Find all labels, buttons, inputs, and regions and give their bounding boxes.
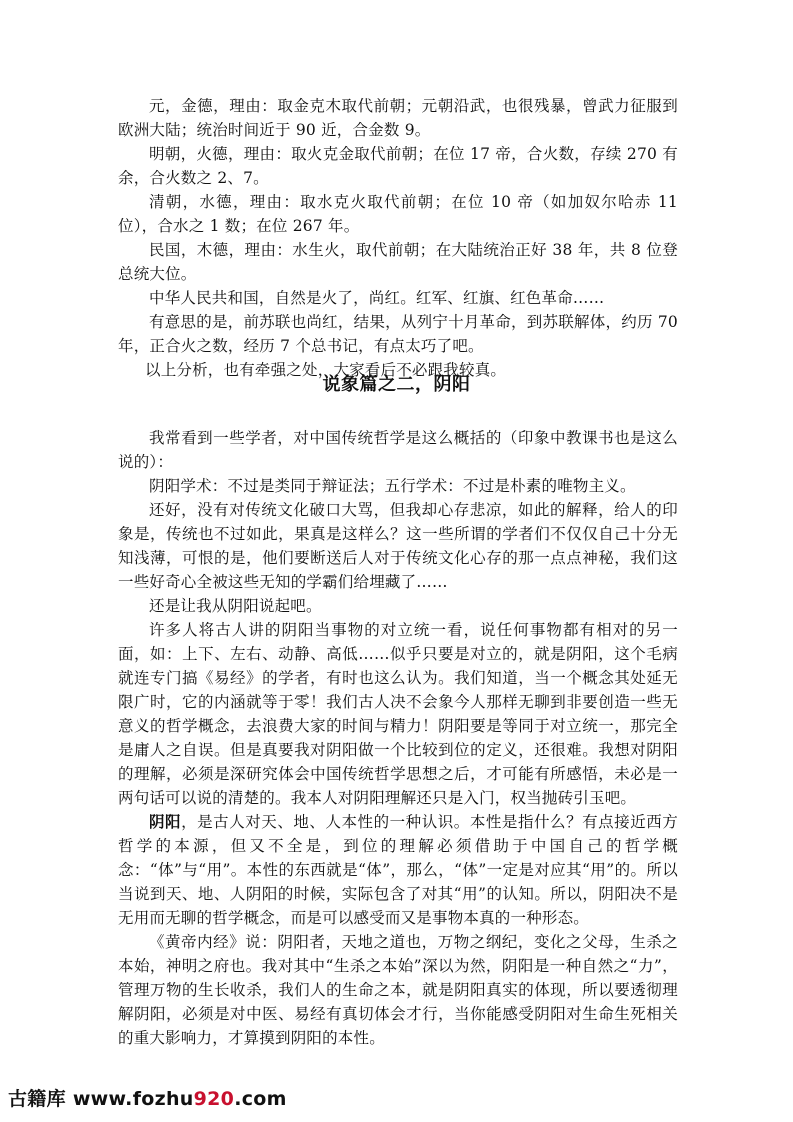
site-url-suffix: .com [234, 1088, 287, 1110]
section-yinyang [118, 426, 678, 1050]
site-url-number: 920 [193, 1088, 235, 1110]
site-name: 古籍库 [8, 1088, 66, 1110]
section-dynasty-analysis [118, 94, 678, 382]
paragraph-neijing: 《黄帝内经》说：阴阳者，天地之道也，万物之纲纪，变化之父母，生杀之本始，神明之府也。我对其中“生杀之本始”深以为然，阴阳是一种自然之“力”，管理万物的生长收杀，我们人的生命之本，就是阴阳真实的体现，所以要透彻理解阴阳，必须是对中医、易经有真切体会才行，当你能感受阴阳对生命生死相关的重大影响力，才算摸到阴阳的本性。 [118, 933, 678, 1047]
paragraph-summary: 阴阳学术：不过是类同于辩证法；五行学术：不过是朴素的唯物主义。 [149, 477, 636, 495]
paragraph-definition [118, 810, 678, 930]
site-watermark [8, 1084, 287, 1111]
paragraph-ming: 明朝，火德，理由：取火克金取代前朝；在位 17 帝，合火数，存续 270 有余，合火数之 2、7。 [118, 145, 678, 187]
paragraph-start: 还是让我从阴阳说起吧。 [149, 597, 322, 615]
paragraph-misconception: 许多人将古人讲的阴阳当事物的对立统一看，说任何事物都有相对的另一面，如：上下、左右、动静、高低……似乎只要是对立的，就是阴阳，这个毛病就连专门搞《易经》的学者，有时也这么认为。我们知道，当一个概念其处延无限广时，它的内涵就等于零！我们古人决不会象今人那样无聊到非要创造一些无意义的哲学概念，去浪费大家的时间与精力！阴阳要是等同于对立统一，那完全是庸人之自误。但是真要我对阴阳做一个比较到位的定义，还很难。我想对阴阳的理解，必须是深研究体会中国传统哲学思想之后，才可能有所感悟，未必是一两句话可以说的清楚的。我本人对阴阳理解还只是入门，权当抛砖引玉吧。 [118, 621, 678, 807]
paragraph-qing: 清朝，水德，理由：取水克火取代前朝；在位 10 帝（如加奴尔哈赤 11 位），合水之 1 数；在位 267 年。 [118, 193, 678, 235]
definition-text: ，是古人对天、地、人本性的一种认识。本性是指什么？有点接近西方哲学的本源，但又不全是，到位的理解必须借助于中国自己的哲学概念：“体”与“用”。本性的东西就是“体”，那么，“体”一定是对应其“用”的。所以当说到天、地、人阴阳的时候，实际包含了对其“用”的认知。所以，阴阳决不是无用而无聊的哲学概念，而是可以感受而又是事物本真的一种形态。 [118, 813, 679, 927]
site-url-prefix: www.fozhu [72, 1088, 194, 1110]
paragraph-prc: 中华人民共和国，自然是火了，尚红。红军、红旗、红色革命…… [149, 289, 605, 307]
paragraph-yuan: 元，金德，理由：取金克木取代前朝；元朝沿武，也很残暴，曾武力征服到欧洲大陆；统治时间近于 90 近，合金数 9。 [118, 97, 678, 139]
paragraph-soviet: 有意思的是，前苏联也尚红，结果，从列宁十月革命，到苏联解体，约历 70 年，正合火之数，经历 7 个总书记，有点太巧了吧。 [118, 313, 678, 355]
paragraph-lament: 还好，没有对传统文化破口大骂，但我却心存悲凉，如此的解释，给人的印象是，传统也不过如此，果真是这样么？这一些所谓的学者们不仅仅自己十分无知浅薄，可恨的是，他们要断送后人对于传统文化心存的那一点点神秘，我们这一些好奇心全被这些无知的学霸们给埋藏了…… [118, 501, 678, 591]
bold-lead-term: 阴阳 [149, 813, 182, 831]
paragraph-minguo: 民国，木德，理由：水生火，取代前朝；在大陆统治正好 38 年，共 8 位登总统大位。 [118, 241, 678, 283]
paragraph-conclusion: 以上分析，也有牵强之处，大家看后不必跟我较真。 [145, 361, 507, 379]
paragraph-intro: 我常看到一些学者，对中国传统哲学是这么概括的（印象中教课书也是这么说的）： [118, 429, 678, 471]
section-heading: 说象篇之二，阴阳 [322, 374, 471, 395]
